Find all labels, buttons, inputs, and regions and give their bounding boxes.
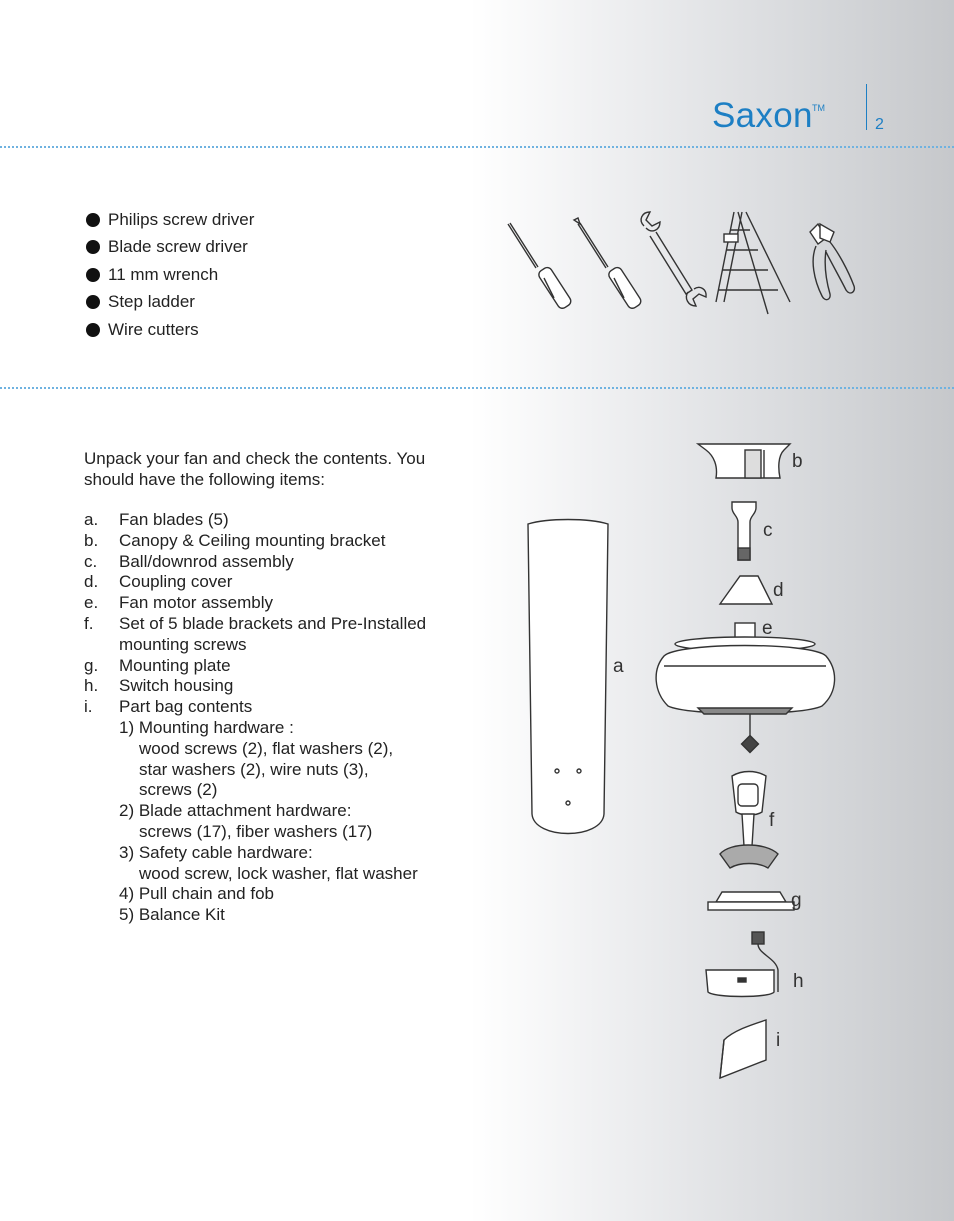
canopy-icon — [698, 444, 790, 478]
bullet-icon — [86, 323, 100, 337]
wire-cutters-icon — [810, 224, 854, 300]
bag-item-title: 3) Safety cable hardware: — [119, 842, 313, 862]
blade-screwdriver-icon — [574, 218, 643, 310]
page-number: 2 — [875, 116, 884, 133]
bullet-icon — [86, 268, 100, 282]
part-text: Coupling cover — [119, 572, 233, 592]
parts-list — [84, 510, 426, 926]
bag-item — [119, 884, 426, 905]
downrod-icon — [732, 502, 756, 560]
section-divider-top — [0, 146, 954, 148]
part-text: Set of 5 blade brackets and Pre-Installed mounting screws — [119, 613, 427, 654]
section-divider-middle — [0, 387, 954, 389]
diagram-label-g: g — [791, 890, 802, 911]
tool-item — [86, 316, 254, 344]
tool-label: 11 mm wrench — [108, 264, 219, 284]
part-letter: a. — [84, 510, 99, 529]
part-item — [84, 552, 426, 573]
bag-item-detail: screws (17), fiber washers (17) — [139, 821, 373, 841]
coupling-cover-icon — [720, 576, 772, 604]
part-item — [84, 676, 426, 697]
diagram-label-c: c — [763, 520, 773, 541]
parts-diagram — [500, 430, 860, 1090]
bullet-icon — [86, 240, 100, 254]
step-ladder-icon — [716, 212, 790, 314]
part-letter: d. — [84, 572, 99, 592]
tool-item — [86, 261, 254, 289]
part-letter: e. — [84, 593, 99, 613]
bag-item-title: 4) Pull chain and fob — [119, 884, 274, 904]
part-item — [84, 510, 426, 531]
part-letter: f. — [84, 613, 94, 633]
diagram-label-h: h — [793, 971, 804, 992]
mounting-plate-icon — [708, 892, 794, 910]
part-text: Part bag contents — [119, 697, 253, 717]
part-letter: b. — [84, 530, 99, 550]
tool-label: Blade screw driver — [108, 237, 248, 257]
part-letter: h. — [84, 676, 99, 696]
part-item — [84, 572, 426, 593]
bag-item — [119, 905, 426, 926]
part-text: Fan motor assembly — [119, 593, 273, 613]
bag-item-title: 5) Balance Kit — [119, 905, 225, 925]
part-text: Ball/downrod assembly — [119, 551, 294, 571]
diagram-label-b: b — [792, 451, 803, 472]
trademark-mark: TM — [812, 103, 825, 113]
bag-item — [119, 801, 426, 843]
part-bag-list — [119, 718, 426, 926]
bag-item-title: 2) Blade attachment hardware: — [119, 801, 352, 821]
part-text: Fan blades (5) — [119, 510, 229, 529]
motor-assembly-icon — [656, 623, 834, 752]
part-item — [84, 531, 426, 552]
part-item — [84, 593, 426, 614]
switch-housing-icon — [706, 932, 778, 997]
tools-illustration — [498, 206, 868, 318]
bag-item — [119, 843, 426, 885]
part-text: Switch housing — [119, 676, 234, 696]
part-item — [84, 656, 426, 677]
part-item — [84, 697, 426, 718]
part-text: Mounting plate — [119, 655, 231, 675]
bag-item-title: 1) Mounting hardware : — [119, 717, 294, 737]
page-title: Saxon — [712, 96, 813, 135]
part-letter: c. — [84, 551, 98, 571]
philips-screwdriver-icon — [508, 223, 573, 310]
diagram-label-f: f — [769, 810, 775, 831]
tool-item — [86, 289, 254, 317]
diagram-label-i: i — [776, 1030, 781, 1051]
wrench-icon — [641, 212, 706, 306]
page-number-divider — [866, 84, 867, 130]
part-letter: i. — [84, 697, 93, 717]
diagram-label-e: e — [762, 618, 773, 639]
bag-item-detail: wood screw, lock washer, flat washer — [139, 863, 418, 883]
part-text: Canopy & Ceiling mounting bracket — [119, 530, 386, 550]
tool-label: Philips screw driver — [108, 209, 255, 229]
tools-list — [86, 206, 254, 344]
tool-item — [86, 206, 254, 234]
fan-blade-icon — [528, 520, 608, 834]
part-letter: g. — [84, 655, 99, 675]
tool-item — [86, 234, 254, 262]
bag-item — [119, 718, 426, 801]
bullet-icon — [86, 295, 100, 309]
bag-item-detail: wood screws (2), flat washers (2), star washers (2), wire nuts (3), screws (2) — [139, 738, 394, 800]
diagram-label-d: d — [773, 580, 784, 601]
part-bag-icon — [720, 1020, 766, 1078]
part-item — [84, 614, 426, 656]
contents-intro: Unpack your fan and check the contents. You should have the following items: — [84, 449, 426, 489]
tool-label: Step ladder — [108, 292, 195, 312]
diagram-label-a: a — [613, 656, 624, 677]
tool-label: Wire cutters — [108, 319, 199, 339]
bullet-icon — [86, 213, 100, 227]
